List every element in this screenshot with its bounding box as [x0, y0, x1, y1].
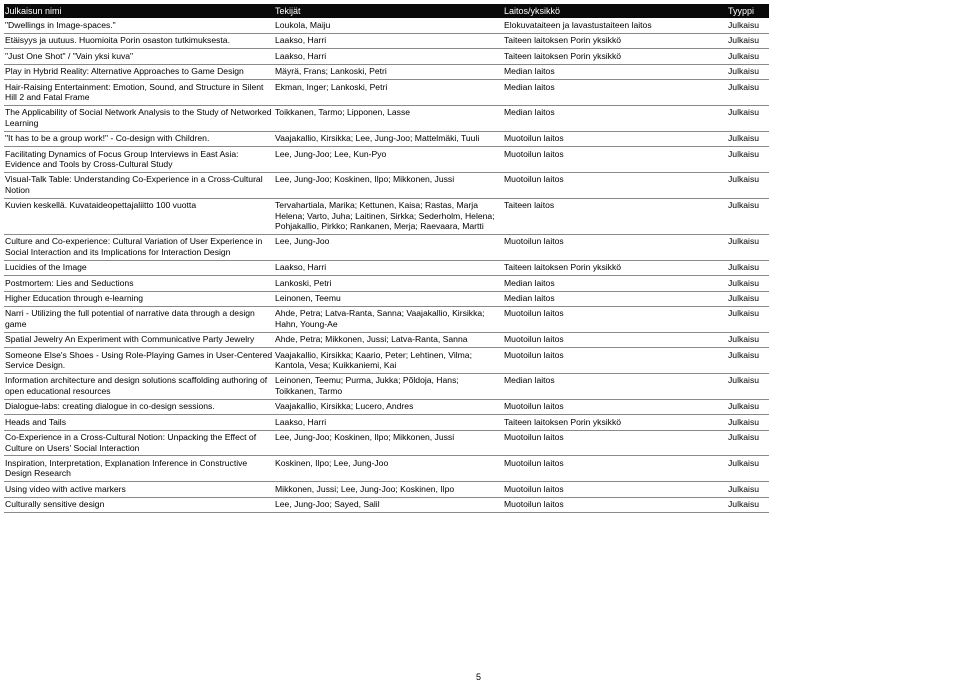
cell-title: Heads and Tails	[4, 415, 274, 430]
cell-department: Median laitos	[503, 373, 727, 399]
cell-authors: Mäyrä, Frans; Lankoski, Petri	[274, 64, 503, 79]
cell-authors: Laakso, Harri	[274, 260, 503, 275]
table-row	[4, 482, 769, 497]
cell-title: Inspiration, Interpretation, Explanation Inference in Constructive Design Research	[4, 456, 274, 482]
cell-type: Julkaisu	[727, 260, 769, 275]
cell-type: Julkaisu	[727, 373, 769, 399]
table-row	[4, 276, 769, 291]
cell-type: Julkaisu	[727, 306, 769, 332]
cell-authors: Ahde, Petra; Latva-Ranta, Sanna; Vaajakallio, Kirsikka; Hahn, Young-Ae	[274, 306, 503, 332]
cell-department: Muotoilun laitos	[503, 306, 727, 332]
header-row	[4, 4, 769, 18]
cell-department: Muotoilun laitos	[503, 332, 727, 347]
cell-authors: Vaajakallio, Kirsikka; Lucero, Andres	[274, 399, 503, 414]
cell-authors: Toikkanen, Tarmo; Lipponen, Lasse	[274, 105, 503, 131]
cell-title: Spatial Jewelry An Experiment with Communicative Party Jewelry	[4, 332, 274, 347]
table-row	[4, 260, 769, 275]
header-authors: Tekijät	[274, 4, 503, 18]
cell-authors: Laakso, Harri	[274, 415, 503, 430]
cell-type: Julkaisu	[727, 80, 769, 106]
table-row	[4, 373, 769, 399]
cell-authors: Leinonen, Teemu; Purma, Jukka; Põldoja, Hans; Toikkanen, Tarmo	[274, 373, 503, 399]
cell-department: Median laitos	[503, 105, 727, 131]
cell-title: "It has to be a group work!" - Co-design with Children.	[4, 131, 274, 146]
table-header	[4, 4, 769, 18]
cell-title: "Dwellings in Image-spaces."	[4, 18, 274, 33]
cell-department: Taiteen laitoksen Porin yksikkö	[503, 260, 727, 275]
table-row	[4, 147, 769, 173]
cell-authors: Lankoski, Petri	[274, 276, 503, 291]
cell-title: Lucidies of the Image	[4, 260, 274, 275]
cell-department: Muotoilun laitos	[503, 456, 727, 482]
cell-authors: Loukola, Maiju	[274, 18, 503, 33]
cell-title: Kuvien keskellä. Kuvataideopettajaliitto 100 vuotta	[4, 198, 274, 234]
cell-department: Taiteen laitoksen Porin yksikkö	[503, 49, 727, 64]
cell-authors: Lee, Jung-Joo	[274, 234, 503, 260]
table-row	[4, 198, 769, 234]
cell-type: Julkaisu	[727, 49, 769, 64]
table-row	[4, 430, 769, 456]
table-row	[4, 415, 769, 430]
cell-type: Julkaisu	[727, 147, 769, 173]
cell-department: Muotoilun laitos	[503, 399, 727, 414]
cell-authors: Tervahartiala, Marika; Kettunen, Kaisa; Rastas, Marja Helena; Varto, Juha; Laitinen, Sirkka; Sederholm, Helena; Pohjakallio, Pirkko; Rankanen, Merja; Raevaara, Martti	[274, 198, 503, 234]
table-row	[4, 172, 769, 198]
cell-title: Play in Hybrid Reality: Alternative Approaches to Game Design	[4, 64, 274, 79]
cell-title: Culturally sensitive design	[4, 497, 274, 512]
table-row	[4, 64, 769, 79]
cell-type: Julkaisu	[727, 18, 769, 33]
table-row	[4, 33, 769, 48]
cell-type: Julkaisu	[727, 348, 769, 374]
table-row	[4, 18, 769, 33]
cell-authors: Ekman, Inger; Lankoski, Petri	[274, 80, 503, 106]
table-row	[4, 234, 769, 260]
cell-department: Muotoilun laitos	[503, 430, 727, 456]
publications-table	[4, 4, 769, 513]
header-title: Julkaisun nimi	[4, 4, 274, 18]
cell-type: Julkaisu	[727, 497, 769, 512]
table-row	[4, 49, 769, 64]
header-department: Laitos/yksikkö	[503, 4, 727, 18]
table-row	[4, 332, 769, 347]
cell-department: Median laitos	[503, 80, 727, 106]
cell-type: Julkaisu	[727, 291, 769, 306]
cell-department: Muotoilun laitos	[503, 172, 727, 198]
cell-authors: Mikkonen, Jussi; Lee, Jung-Joo; Koskinen, Ilpo	[274, 482, 503, 497]
cell-title: Etäisyys ja uutuus. Huomioita Porin osaston tutkimuksesta.	[4, 33, 274, 48]
cell-type: Julkaisu	[727, 415, 769, 430]
cell-department: Muotoilun laitos	[503, 147, 727, 173]
cell-authors: Leinonen, Teemu	[274, 291, 503, 306]
cell-department: Muotoilun laitos	[503, 131, 727, 146]
cell-authors: Laakso, Harri	[274, 33, 503, 48]
cell-title: The Applicability of Social Network Analysis to the Study of Networked Learning	[4, 105, 274, 131]
cell-type: Julkaisu	[727, 430, 769, 456]
cell-department: Median laitos	[503, 276, 727, 291]
cell-title: Facilitating Dynamics of Focus Group Interviews in East Asia: Evidence and Tools by Cross-Cultural Study	[4, 147, 274, 173]
cell-type: Julkaisu	[727, 198, 769, 234]
cell-department: Taiteen laitoksen Porin yksikkö	[503, 33, 727, 48]
cell-authors: Vaajakallio, Kirsikka; Kaario, Peter; Lehtinen, Vilma; Kantola, Vesa; Kuikkaniemi, Kai	[274, 348, 503, 374]
table-row	[4, 348, 769, 374]
cell-title: Information architecture and design solutions scaffolding authoring of open educational resources	[4, 373, 274, 399]
cell-title: "Just One Shot" / "Vain yksi kuva"	[4, 49, 274, 64]
cell-type: Julkaisu	[727, 399, 769, 414]
table-row	[4, 399, 769, 414]
cell-title: Co-Experience in a Cross-Cultural Notion: Unpacking the Effect of Culture on Users' Social Interaction	[4, 430, 274, 456]
cell-type: Julkaisu	[727, 33, 769, 48]
table-row	[4, 80, 769, 106]
cell-type: Julkaisu	[727, 456, 769, 482]
cell-title: Dialogue-labs: creating dialogue in co-design sessions.	[4, 399, 274, 414]
cell-department: Taiteen laitoksen Porin yksikkö	[503, 415, 727, 430]
cell-type: Julkaisu	[727, 332, 769, 347]
cell-department: Taiteen laitos	[503, 198, 727, 234]
cell-type: Julkaisu	[727, 234, 769, 260]
cell-department: Muotoilun laitos	[503, 348, 727, 374]
table-row	[4, 105, 769, 131]
cell-authors: Lee, Jung-Joo; Lee, Kun-Pyo	[274, 147, 503, 173]
cell-title: Visual-Talk Table: Understanding Co-Experience in a Cross-Cultural Notion	[4, 172, 274, 198]
cell-title: Using video with active markers	[4, 482, 274, 497]
table-body	[4, 18, 769, 512]
page-number: 5	[476, 672, 482, 682]
cell-authors: Lee, Jung-Joo; Sayed, Salil	[274, 497, 503, 512]
cell-department: Muotoilun laitos	[503, 234, 727, 260]
table-row	[4, 131, 769, 146]
cell-department: Elokuvataiteen ja lavastustaiteen laitos	[503, 18, 727, 33]
cell-department: Muotoilun laitos	[503, 482, 727, 497]
cell-authors: Lee, Jung-Joo; Koskinen, Ilpo; Mikkonen, Jussi	[274, 172, 503, 198]
cell-title: Narri - Utilizing the full potential of narrative data through a design game	[4, 306, 274, 332]
cell-authors: Laakso, Harri	[274, 49, 503, 64]
cell-authors: Lee, Jung-Joo; Koskinen, Ilpo; Mikkonen, Jussi	[274, 430, 503, 456]
table-row	[4, 306, 769, 332]
cell-title: Higher Education through e-learning	[4, 291, 274, 306]
cell-department: Median laitos	[503, 64, 727, 79]
cell-type: Julkaisu	[727, 131, 769, 146]
cell-type: Julkaisu	[727, 105, 769, 131]
header-type: Tyyppi	[727, 4, 769, 18]
cell-title: Postmortem: Lies and Seductions	[4, 276, 274, 291]
cell-title: Someone Else's Shoes - Using Role-Playing Games in User-Centered Service Design.	[4, 348, 274, 374]
table-row	[4, 497, 769, 512]
cell-type: Julkaisu	[727, 276, 769, 291]
cell-department: Median laitos	[503, 291, 727, 306]
table-row	[4, 456, 769, 482]
cell-type: Julkaisu	[727, 64, 769, 79]
cell-type: Julkaisu	[727, 482, 769, 497]
table-row	[4, 291, 769, 306]
cell-title: Culture and Co-experience: Cultural Variation of User Experience in Social Interaction and its Implications for Interaction Design	[4, 234, 274, 260]
cell-title: Hair-Raising Entertainment: Emotion, Sound, and Structure in Silent Hill 2 and Fatal Frame	[4, 80, 274, 106]
cell-department: Muotoilun laitos	[503, 497, 727, 512]
cell-type: Julkaisu	[727, 172, 769, 198]
cell-authors: Ahde, Petra; Mikkonen, Jussi; Latva-Ranta, Sanna	[274, 332, 503, 347]
cell-authors: Vaajakallio, Kirsikka; Lee, Jung-Joo; Mattelmäki, Tuuli	[274, 131, 503, 146]
cell-authors: Koskinen, Ilpo; Lee, Jung-Joo	[274, 456, 503, 482]
